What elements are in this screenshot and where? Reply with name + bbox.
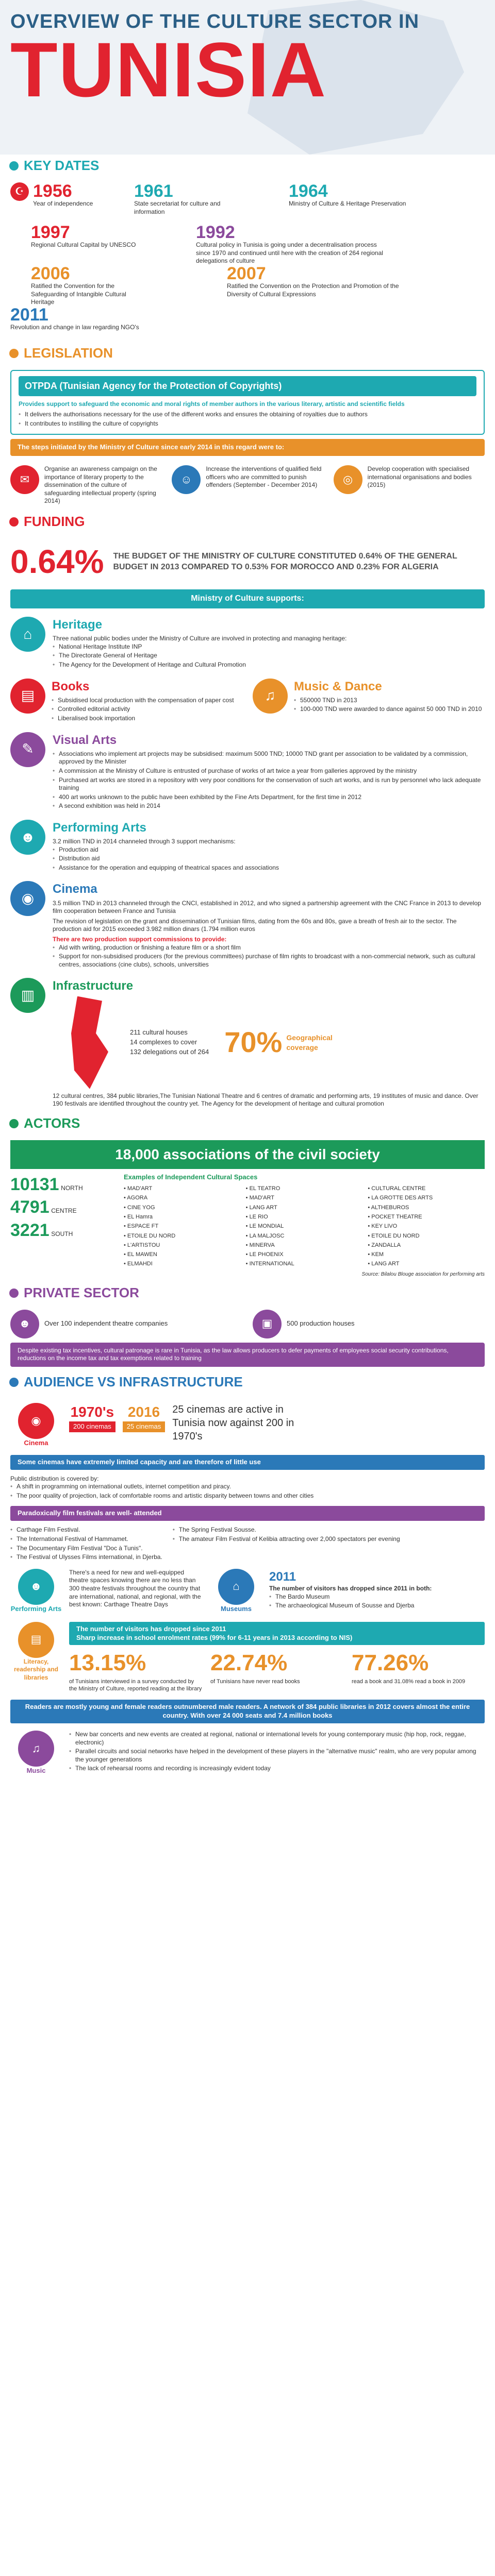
space-item: • ELMAHDI <box>124 1261 153 1267</box>
coverage-percent: 70% <box>224 1026 283 1059</box>
step-item: ✉ Organise an awareness campaign on the importance of literary property to the dissemination of the culture of safeguarding intellectual property (spring 2014) <box>10 465 161 505</box>
spaces-grid <box>124 1185 485 1268</box>
theatre-masks-icon: ☻ <box>10 820 45 855</box>
timeline-item: 1992 Cultural policy in Tunisia is going under a decentralisation process since 1970 and continued until here with the creation of 264 regional delegations of culture <box>196 223 383 265</box>
actors-row <box>0 1169 495 1282</box>
timeline-item: 2006 Ratified the Convention for the Safeguarding of Intangible Cultural Heritage <box>31 264 126 306</box>
books-block: ▤ Books • Subsidised local production with the compensation of paper cost • Controlled editorial activity • Liberalised book importation <box>10 679 242 724</box>
money-icon <box>9 517 19 527</box>
otpda-box <box>10 370 485 435</box>
space-item: • ETOILE DU NORD <box>368 1232 420 1239</box>
cinema-block: ◉ Cinema 3.5 million TND in 2013 channeled through the CNCI, established in 2012, and who signed a partnership agreement with the CNC France in 2013 to develop film cooperation between France and Tunisia The revision of legislation on the grant and dissemination of Tunisian films, dating from the 60s and 80s, gave a breath of fresh air to the sector. The production aid for 2015 exceeded 3.982 million dinars (1.794 million euros There are two production support commissions to provide: • Aid with writing, production or finishing a feature film or a short film • Support for non-subsidised producers (for the previous committees) purchase of film rights to broadcast with a non-commercial network, such as cultural centres, associations (cine clubs), schools, universities <box>0 877 495 974</box>
space-item: • LA MALJOSC <box>245 1232 285 1239</box>
timeline-item: 1961 State secretariat for culture and information <box>134 181 221 215</box>
space-item: • INTERNATIONAL <box>245 1261 294 1267</box>
funding-text: THE BUDGET OF THE MINISTRY OF CULTURE CONSTITUTED 0.64% OF THE GENERAL BUDGET IN 2013 COMPARED TO 0.53% FOR MOROCCO AND 0.23% FOR ALGERIA <box>113 551 457 571</box>
key-dates-heading: KEY DATES <box>0 155 495 177</box>
perf-museum-row: ☻ Performing Arts There's a need for new and well-equipped theatre spaces knowing there are no less than 300 theatre festivals throughout the country that are international, national, and regional, with the best known: Carthage Theatre Days ⌂ Museums 2011 The number of visitors has dropped since 2011 in both: • The Bardo Museum • The archaeological Museum of Sousse and Djerba <box>0 1565 495 1618</box>
space-item: • LE MONDIAL <box>245 1223 284 1230</box>
region-item: 10131 NORTH <box>10 1175 83 1195</box>
cinema-icon: ◉ <box>18 1403 54 1439</box>
space-item: • KEM <box>368 1251 384 1258</box>
building-icon: ▥ <box>10 978 45 1013</box>
funding-percent: 0.64% <box>10 543 104 581</box>
private-note: Despite existing tax incentives, cultural patronage is rare in Tunisia, as the law allows producers to defer payments of employees social security contributions, reductions on the income tax and tax exemptions related to training <box>10 1343 485 1367</box>
legislation-heading: LEGISLATION <box>0 342 495 365</box>
space-item: • MAD'ART <box>245 1195 274 1201</box>
step-item: ◎ Develop cooperation with specialised international organisations and bodies (2015) <box>334 465 485 505</box>
heritage-icon: ⌂ <box>10 617 45 652</box>
infrastructure-block: ▥ Infrastructure 211 cultural houses 14 complexes to cover 132 delegations out of 264 70% Geographical coverage 12 cultural centres, 384 public libraries,The Tunisian National Theatre and 6 centres of dramatic and performing arts, 19 institutes of music and dance. Over 190 festivals are identified throughout the country yet. The Agency for the development of heritage and cultural promotion <box>0 974 495 1112</box>
book-icon: ▤ <box>10 679 45 714</box>
private-row <box>0 1310 495 1338</box>
private-item: ▣ 500 production houses <box>253 1310 485 1338</box>
regions-list <box>10 1173 113 1278</box>
palette-icon: ✎ <box>10 732 45 767</box>
tunisia-flag-icon: ☪ <box>10 182 29 201</box>
timeline-item: 2011 Revolution and change in law regarding NGO's <box>10 305 139 331</box>
space-item: • L'ARTISTOU <box>124 1242 160 1248</box>
ministry-banner: Ministry of Culture supports: <box>10 589 485 608</box>
key-dates-timeline <box>0 182 495 342</box>
literacy-row: ▤ Literacy, readership and libraries The number of visitors has dropped since 2011 Sharp increase in school enrolment rates (99% for 6-11 years in 2013 according to NIS) 13.15% of Tunisians interviewed in a survey conducted by the Ministry of Culture, reported reading at the library 22.74% of Tunisians have never read books 77.26% read a book and 31.08% read a book in 2009 <box>0 1618 495 1697</box>
cinema-stats: ◉ Cinema 1970's 200 cinemas 2016 25 cinemas 25 cinemas are active in Tunisia now against 200 in 1970's <box>0 1399 495 1452</box>
space-item: • ETOILE DU NORD <box>124 1232 176 1239</box>
space-item: • CINE YOG <box>124 1204 155 1211</box>
funding-summary <box>0 538 495 585</box>
step-item: ☺ Increase the interventions of qualified field officers who are committed to punish offenders (September - December 2014) <box>172 465 323 505</box>
space-item: • LE RIO <box>245 1213 268 1220</box>
officer-icon: ☺ <box>172 465 201 494</box>
literacy-band: The number of visitors has dropped since 2011 Sharp increase in school enrolment rates (99% for 6-11 years in 2013 according to NIS) <box>69 1622 485 1646</box>
timeline-item: 1997 Regional Cultural Capital by UNESCO <box>31 223 136 248</box>
funding-heading: FUNDING <box>0 511 495 533</box>
museum-icon: ⌂ <box>218 1569 254 1605</box>
actors-banner: 18,000 associations of the civil society <box>10 1140 485 1169</box>
distribution-info: Public distribution is covered by: • A shift in programming on international outlets, internet competition and piracy. • The poor quality of projection, lack of comfortable rooms and artistic disparity between towns and other cities <box>0 1473 495 1503</box>
space-item: • ALTHEBUROS <box>368 1204 409 1211</box>
cinema-band: Some cinemas have extremely limited capacity and are therefore of little use <box>10 1455 485 1470</box>
literacy-stat: 22.74% of Tunisians have never read books <box>210 1650 300 1685</box>
steps-banner: The steps initiated by the Ministry of Culture since early 2014 in this regard were to: <box>10 439 485 456</box>
megaphone-icon: ✉ <box>10 465 39 494</box>
space-item: • EL TEATRO <box>245 1185 280 1192</box>
region-item: 4791 CENTRE <box>10 1197 77 1217</box>
actors-heading: ACTORS <box>0 1112 495 1135</box>
otpda-title: OTPDA (Tunisian Agency for the Protection of Copyrights) <box>19 376 476 396</box>
heritage-block: ⌂ Heritage Three national public bodies under the Ministry of Culture are involved in protecting and managing heritage: • National Heritage Institute INP • The Directorate General of Heritage • The Agency for the Development of Heritage and Cultural Promotion <box>0 613 495 674</box>
music-note-icon: ♫ <box>253 679 288 714</box>
literacy-stat: 77.26% read a book and 31.08% read a book in 2009 <box>352 1650 466 1685</box>
literacy-stat: 13.15% of Tunisians interviewed in a survey conducted by the Ministry of Culture, reported reading at the library <box>69 1650 202 1692</box>
reader-icon: ▤ <box>18 1622 54 1658</box>
space-item: • KEY LIVO <box>368 1223 398 1230</box>
tunisia-map-icon <box>53 996 114 1089</box>
space-item: • POCKET THEATRE <box>368 1213 422 1220</box>
music-block: ♫ Music & Dance • 550000 TND in 2013 • 100-000 TND were awarded to dance against 50 000 TND in 2010 <box>253 679 485 724</box>
camera-icon: ▣ <box>253 1310 282 1338</box>
space-item: • LANG ART <box>368 1261 400 1267</box>
space-item: • LANG ART <box>245 1204 277 1211</box>
space-item: • MAD'ART <box>124 1185 153 1192</box>
region-item: 3221 SOUTH <box>10 1220 73 1240</box>
calendar-icon <box>9 161 19 171</box>
gavel-icon <box>9 349 19 358</box>
hero-header <box>0 0 495 155</box>
audience-icon <box>9 1378 19 1387</box>
space-item: • EL Hamra <box>124 1213 153 1220</box>
globe-icon: ◎ <box>334 465 362 494</box>
space-item: • MINERVA <box>245 1242 275 1248</box>
music-row: ♫ Music • New bar concerts and new events are created at regional, national or international levels for young contemporary music (hip hop, rock, reggae, electronic) • Parallel circuits and social networks have helped in the development of these players in the "alternative music" realm, who are very popular among the younger generations • The lack of rehearsal rooms and recording is increasingly evident today <box>0 1726 495 1780</box>
theatre-icon: ☻ <box>10 1310 39 1338</box>
performing-arts-block: ☻ Performing Arts 3.2 million TND in 2014 channeled through 3 support mechanisms: • Production aid • Distribution aid • Assistance for the operation and equipping of theatrical spaces and associations <box>0 816 495 877</box>
space-item: • EL MAWEN <box>124 1251 157 1258</box>
people-icon <box>9 1119 19 1128</box>
otpda-desc: Provides support to safeguard the economic and moral rights of member authors in the various literary, artistic and scientific fields <box>19 400 405 408</box>
festivals-row: • Carthage Film Festival. • The International Festival of Hammamet. • The Documentary Film Festival "Doc à Tunis". • The Festival of Ulysses Films international, in Djerba. • The Spring Festival Sousse. • The amateur Film Festival of Kelibia attracting over 2,000 spectators per evening <box>0 1524 495 1564</box>
briefcase-icon <box>9 1289 19 1298</box>
spaces-panel: Examples of Independent Cultural Spaces • MAD'ART • EL TEATRO • CULTURAL CENTRE • AGORA • MAD'ART • LA GROTTE DES ARTS • CINE YOG • LANG ART • ALTHEBUROS • EL Hamra • LE RIO • POCKET THEATRE • ESPACE FT • LE MONDIAL • KEY LIVO • ETOILE DU NORD • LA MALJOSC • ETOILE DU NORD • L'ARTISTOU • MINERVA • ZANDALLA • EL MAWEN • LE PHOENIX • KEM • ELMAHDI • INTERNATIONAL • LANG ART Source: Bilalou Blouge association for performing arts <box>124 1173 485 1277</box>
guitar-icon: ♫ <box>18 1731 54 1767</box>
audience-heading: AUDIENCE VS INFRASTRUCTURE <box>0 1371 495 1394</box>
books-music-row <box>0 674 495 728</box>
steps-row <box>0 460 495 511</box>
film-reel-icon: ◉ <box>10 881 45 916</box>
otpda-points: • It delivers the authorisations necessary for the use of the different works and ensures the obtaining of royalties due to authors • It contributes to instilling the culture of copyrights <box>19 411 476 428</box>
space-item: • AGORA <box>124 1195 148 1201</box>
space-item: • ZANDALLA <box>368 1242 401 1248</box>
space-item: • ESPACE FT <box>124 1223 159 1230</box>
space-item: • LA GROTTE DES ARTS <box>368 1195 433 1201</box>
private-item: ☻ Over 100 independent theatre companies <box>10 1310 242 1338</box>
masks-icon: ☻ <box>18 1569 54 1605</box>
page-title-line2: TUNISIA <box>10 26 327 113</box>
timeline-item: ☪ 1956 Year of independence <box>10 182 93 208</box>
page-title-line1: OVERVIEW OF THE CULTURE SECTOR IN <box>10 11 420 32</box>
timeline-item: 2007 Ratified the Convention on the Protection and Promotion of the Diversity of Cultural Expressions <box>227 264 399 298</box>
readers-band: Readers are mostly young and female readers outnumbered male readers. A network of 384 public libraries in 2012 covers almost the entire country. With over 24 000 seats and 7.4 million books <box>10 1700 485 1723</box>
festival-band: Paradoxically film festivals are well- attended <box>10 1506 485 1521</box>
timeline-item: 1964 Ministry of Culture & Heritage Preservation <box>289 181 406 207</box>
visual-arts-block: ✎ Visual Arts • Associations who implement art projects may be subsidised: maximum 5000 TND; 10000 TND grant per association to be validated by a commission, approved by the Minister • A commission at the Ministry of Culture is entrusted of purchase of works of art twice a year from galleries approved by the ministry • Purchased art works are stored in a repository with very poor conditions for the conservation of such art works, and is run by personnel who lack adequate training • 400 art works unknown to the public have been exhibited by the Fine Arts Department, for the first time in 2012 • A second exhibition was held in 2014 <box>0 728 495 816</box>
space-item: • LE PHOENIX <box>245 1251 284 1258</box>
space-item: • CULTURAL CENTRE <box>368 1185 426 1192</box>
private-heading: PRIVATE SECTOR <box>0 1282 495 1304</box>
